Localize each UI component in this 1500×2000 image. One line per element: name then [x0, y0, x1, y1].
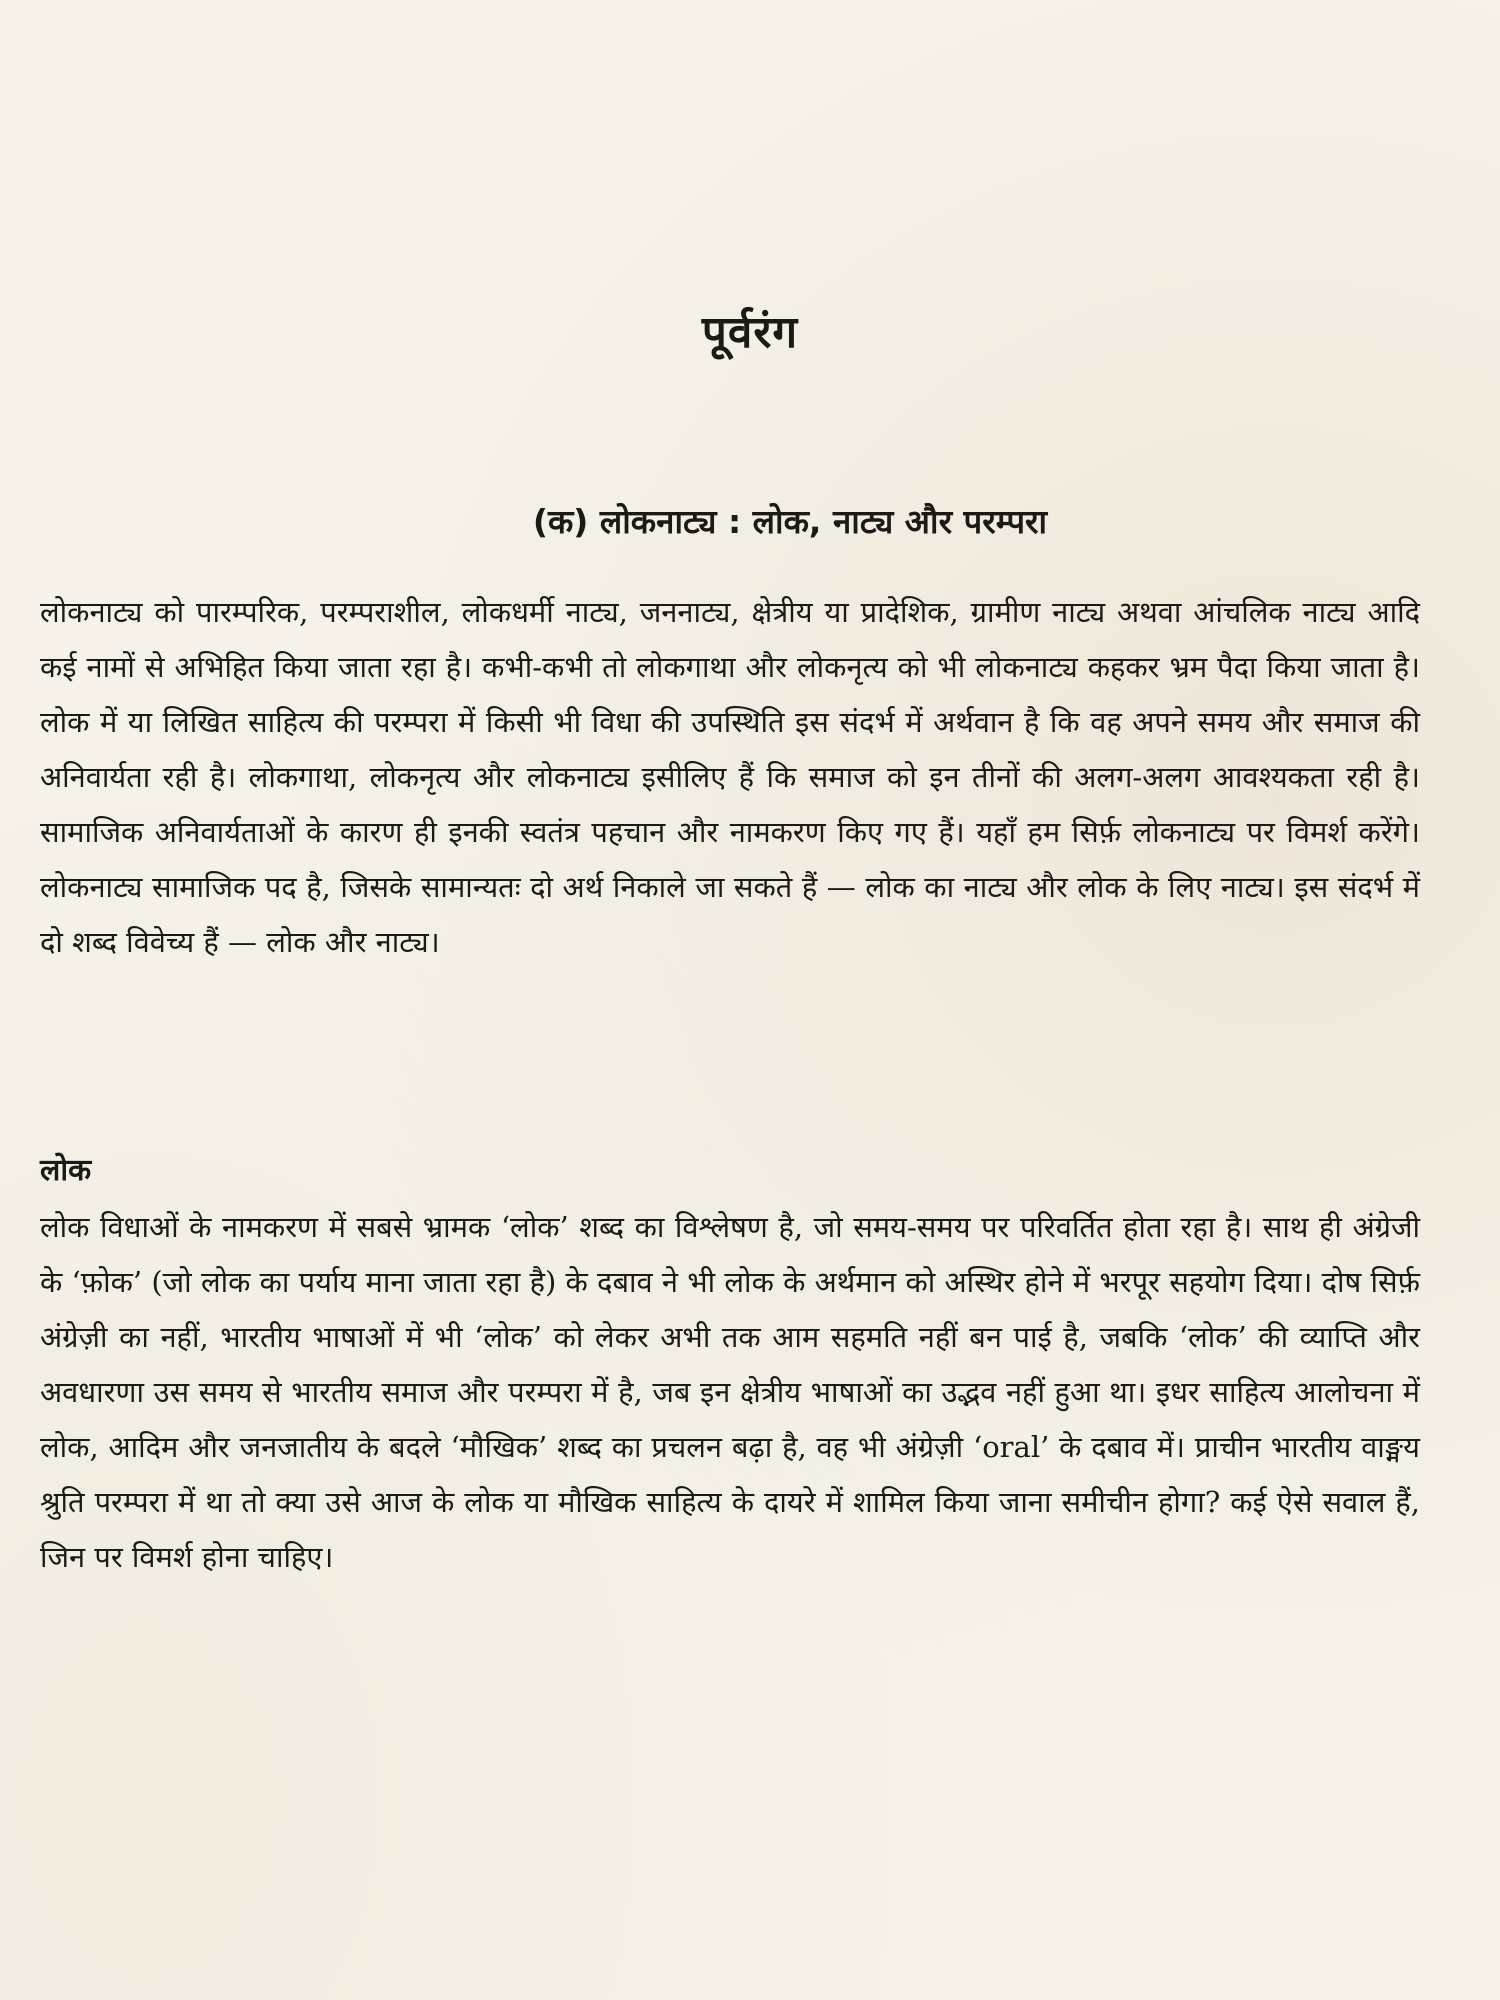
section-heading: (क) लोकनाट्य : लोक, नाट्य और परम्परा — [532, 502, 1048, 541]
chapter-title: पूर्वरंग — [701, 307, 799, 358]
sub-heading-lok: लोक — [40, 1153, 92, 1188]
paragraph-loknatya-intro: लोकनाट्य को पारम्परिक, परम्पराशील, लोकधर्मी नाट्य, जननाट्य, क्षेत्रीय या प्रादेशिक, ग्रामीण नाट्य अथवा आंचलिक नाट्य आदि कई नामों से अभिहित किया जाता रहा है। कभी-कभी तो लोकगाथा और लोकनृत्य को भी लोकनाट्य कहकर भ्रम पैदा किया जाता है। लोक में या लिखित साहित्य की परम्परा में किसी भी विधा की उपस्थिति इस संदर्भ में अर्थवान है कि वह अपने समय और समाज की अनिवार्यता रही है। लोकगाथा, लोकनृत्य और लोकनाट्य इसीलिए हैं कि समाज को इन तीनों की अलग-अलग आवश्यकता रही है। सामाजिक अनिवार्यताओं के कारण ही इनकी स्वतंत्र पहचान और नामकरण किए गए हैं। यहाँ हम सिर्फ़ लोकनाट्य पर विमर्श करेंगे। लोकनाट्य सामाजिक पद है, जिसके सामान्यतः दो अर्थ निकाले जा सकते हैं — लोक का नाट्य और लोक के लिए नाट्य। इस संदर्भ में दो शब्द विवेच्य हैं — लोक और नाट्य। — [40, 595, 1420, 959]
paragraph-lok: लोक विधाओं के नामकरण में सबसे भ्रामक ‘लोक’ शब्द का विश्लेषण है, जो समय-समय पर परिवर्तित होता रहा है। साथ ही अंग्रेजी के ‘फ़ोक’ (जो लोक का पर्याय माना जाता रहा है) के दबाव ने भी लोक के अर्थमान को अस्थिर होने में भरपूर सहयोग दिया। दोष सिर्फ़ अंग्रेज़ी का नहीं, भारतीय भाषाओं में भी ‘लोक’ को लेकर अभी तक आम सहमति नहीं बन पाई है, जबकि ‘लोक’ की व्याप्ति और अवधारणा उस समय से भारतीय समाज और परम्परा में है, जब इन क्षेत्रीय भाषाओं का उद्भव नहीं हुआ था। इधर साहित्य आलोचना में लोक, आदिम और जनजातीय के बदले ‘मौखिक’ शब्द का प्रचलन बढ़ा है, वह भी अंग्रेज़ी ‘oral’ के दबाव में। प्राचीन भारतीय वाङ्मय श्रुति परम्परा में था तो क्या उसे आज के लोक या मौखिक साहित्य के दायरे में शामिल किया जाना समीचीन होगा? कई ऐसे सवाल हैं, जिन पर विमर्श होना चाहिए। — [40, 1210, 1420, 1574]
